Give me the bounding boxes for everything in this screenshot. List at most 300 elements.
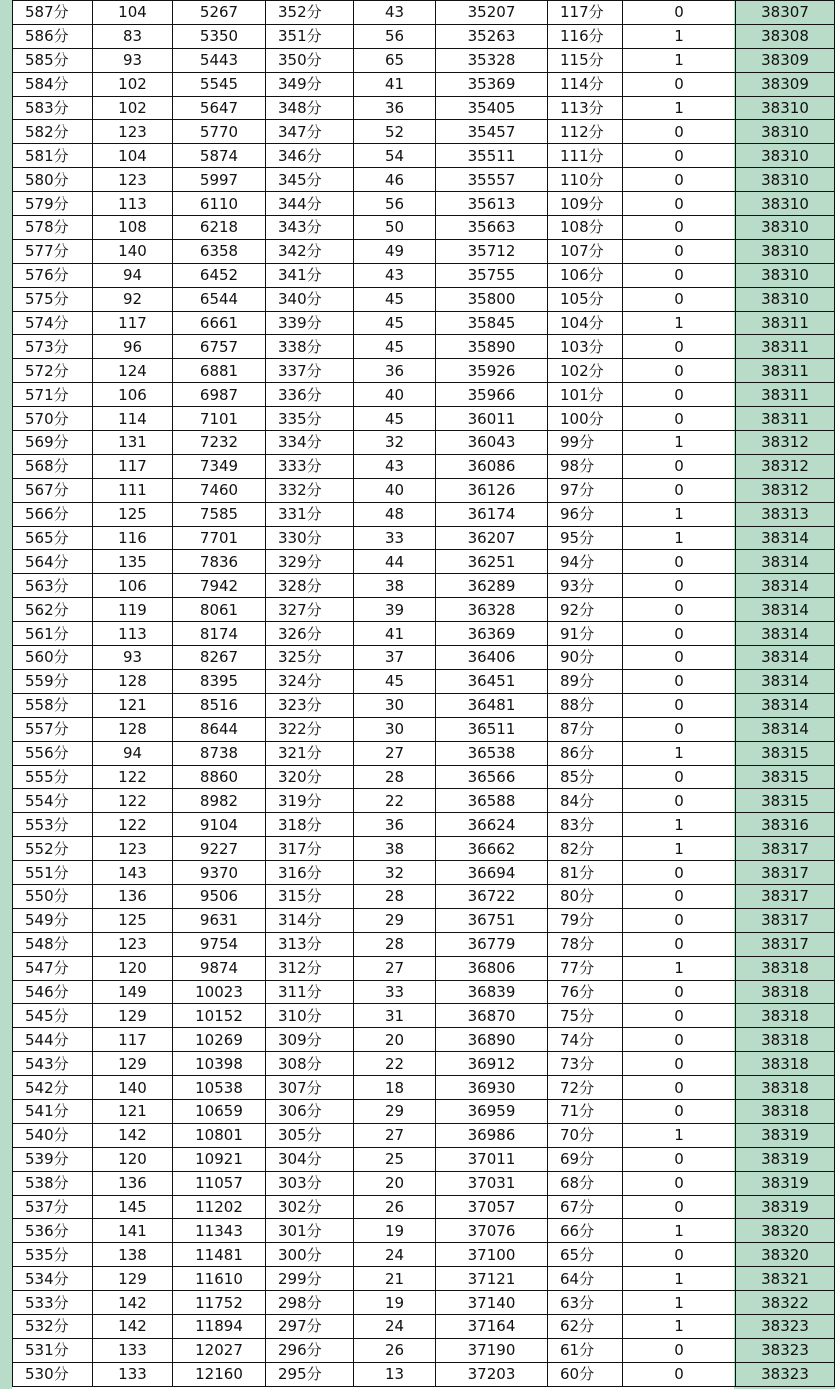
table-cell: 543分 — [13, 1052, 93, 1076]
table-cell: 296分 — [266, 1338, 354, 1362]
table-cell: 7836 — [173, 550, 266, 574]
table-cell: 56 — [354, 24, 436, 48]
table-cell: 38314 — [736, 574, 835, 598]
table-cell: 36806 — [436, 956, 548, 980]
table-row — [13, 1291, 835, 1315]
table-cell: 38315 — [736, 765, 835, 789]
table-cell: 93分 — [548, 574, 623, 598]
table-cell: 298分 — [266, 1291, 354, 1315]
table-cell: 8267 — [173, 646, 266, 670]
table-cell: 1 — [623, 502, 736, 526]
table-cell: 32 — [354, 861, 436, 885]
table-cell: 65分 — [548, 1243, 623, 1267]
table-cell: 37057 — [436, 1195, 548, 1219]
table-cell: 581分 — [13, 144, 93, 168]
table-cell: 302分 — [266, 1195, 354, 1219]
table-cell: 0 — [623, 765, 736, 789]
table-cell: 338分 — [266, 335, 354, 359]
table-cell: 43 — [354, 454, 436, 478]
table-cell: 103分 — [548, 335, 623, 359]
table-cell: 39 — [354, 598, 436, 622]
table-cell: 67分 — [548, 1195, 623, 1219]
table-cell: 38319 — [736, 1147, 835, 1171]
table-cell: 8860 — [173, 765, 266, 789]
table-cell: 1 — [623, 1123, 736, 1147]
table-cell: 11343 — [173, 1219, 266, 1243]
table-cell: 584分 — [13, 72, 93, 96]
table-row — [13, 789, 835, 813]
table-cell: 145 — [93, 1195, 173, 1219]
table-cell: 11610 — [173, 1267, 266, 1291]
table-cell: 11202 — [173, 1195, 266, 1219]
table-row — [13, 48, 835, 72]
table-cell: 61分 — [548, 1338, 623, 1362]
table-cell: 38310 — [736, 263, 835, 287]
table-row — [13, 502, 835, 526]
table-cell: 349分 — [266, 72, 354, 96]
table-cell: 325分 — [266, 646, 354, 670]
table-cell: 542分 — [13, 1076, 93, 1100]
table-cell: 0 — [623, 574, 736, 598]
table-cell: 45 — [354, 311, 436, 335]
table-cell: 36511 — [436, 717, 548, 741]
table-cell: 0 — [623, 1052, 736, 1076]
table-cell: 0 — [623, 168, 736, 192]
table-row — [13, 311, 835, 335]
table-cell: 10152 — [173, 1004, 266, 1028]
table-cell: 0 — [623, 335, 736, 359]
table-cell: 342分 — [266, 239, 354, 263]
table-cell: 36043 — [436, 431, 548, 455]
table-cell: 1 — [623, 1267, 736, 1291]
table-row — [13, 335, 835, 359]
table-cell: 128 — [93, 669, 173, 693]
table-cell: 7460 — [173, 478, 266, 502]
table-cell: 27 — [354, 741, 436, 765]
table-cell: 36207 — [436, 526, 548, 550]
table-cell: 10921 — [173, 1147, 266, 1171]
table-cell: 133 — [93, 1338, 173, 1362]
table-cell: 0 — [623, 1028, 736, 1052]
table-cell: 28 — [354, 765, 436, 789]
table-cell: 83分 — [548, 813, 623, 837]
table-cell: 38 — [354, 837, 436, 861]
table-cell: 43 — [354, 263, 436, 287]
table-cell: 36662 — [436, 837, 548, 861]
table-cell: 7942 — [173, 574, 266, 598]
table-cell: 102分 — [548, 359, 623, 383]
table-cell: 37164 — [436, 1314, 548, 1338]
table-cell: 28 — [354, 884, 436, 908]
table-cell: 38314 — [736, 669, 835, 693]
table-cell: 32 — [354, 431, 436, 455]
table-row — [13, 622, 835, 646]
table-cell: 37203 — [436, 1362, 548, 1386]
table-cell: 0 — [623, 1, 736, 25]
table-cell: 560分 — [13, 646, 93, 670]
table-cell: 129 — [93, 1004, 173, 1028]
table-cell: 0 — [623, 263, 736, 287]
table-cell: 13 — [354, 1362, 436, 1386]
table-cell: 43 — [354, 1, 436, 25]
table-cell: 40 — [354, 478, 436, 502]
table-cell: 38310 — [736, 192, 835, 216]
table-row — [13, 908, 835, 932]
table-cell: 45 — [354, 669, 436, 693]
table-cell: 546分 — [13, 980, 93, 1004]
table-cell: 308分 — [266, 1052, 354, 1076]
table-cell: 149 — [93, 980, 173, 1004]
table-row — [13, 216, 835, 240]
table-cell: 339分 — [266, 311, 354, 335]
table-cell: 1 — [623, 1291, 736, 1315]
table-cell: 36251 — [436, 550, 548, 574]
table-cell: 131 — [93, 431, 173, 455]
table-cell: 31 — [354, 1004, 436, 1028]
table-cell: 38310 — [736, 144, 835, 168]
table-cell: 576分 — [13, 263, 93, 287]
table-cell: 20 — [354, 1171, 436, 1195]
table-cell: 35511 — [436, 144, 548, 168]
table-cell: 83 — [93, 24, 173, 48]
table-row — [13, 1195, 835, 1219]
table-cell: 100分 — [548, 407, 623, 431]
table-row — [13, 1267, 835, 1291]
table-cell: 313分 — [266, 932, 354, 956]
table-cell: 37011 — [436, 1147, 548, 1171]
table-cell: 122 — [93, 765, 173, 789]
table-cell: 8061 — [173, 598, 266, 622]
table-cell: 585分 — [13, 48, 93, 72]
table-cell: 81分 — [548, 861, 623, 885]
table-row — [13, 1362, 835, 1386]
table-cell: 9104 — [173, 813, 266, 837]
table-cell: 36779 — [436, 932, 548, 956]
table-cell: 0 — [623, 598, 736, 622]
table-cell: 5350 — [173, 24, 266, 48]
table-cell: 38323 — [736, 1338, 835, 1362]
table-cell: 305分 — [266, 1123, 354, 1147]
table-row — [13, 168, 835, 192]
table-cell: 333分 — [266, 454, 354, 478]
table-cell: 24 — [354, 1243, 436, 1267]
table-cell: 571分 — [13, 383, 93, 407]
table-cell: 38310 — [736, 216, 835, 240]
table-cell: 547分 — [13, 956, 93, 980]
table-cell: 36011 — [436, 407, 548, 431]
table-cell: 0 — [623, 144, 736, 168]
table-cell: 35369 — [436, 72, 548, 96]
table-cell: 0 — [623, 1338, 736, 1362]
table-cell: 0 — [623, 1171, 736, 1195]
table-cell: 113分 — [548, 96, 623, 120]
table-cell: 38311 — [736, 407, 835, 431]
table-cell: 38316 — [736, 813, 835, 837]
table-cell: 37190 — [436, 1338, 548, 1362]
table-cell: 114 — [93, 407, 173, 431]
table-cell: 45 — [354, 335, 436, 359]
table-cell: 35712 — [436, 239, 548, 263]
table-cell: 41 — [354, 72, 436, 96]
table-row — [13, 717, 835, 741]
table-row — [13, 1052, 835, 1076]
table-cell: 1 — [623, 956, 736, 980]
table-cell: 38314 — [736, 622, 835, 646]
table-cell: 38317 — [736, 884, 835, 908]
table-cell: 553分 — [13, 813, 93, 837]
table-cell: 37031 — [436, 1171, 548, 1195]
table-cell: 113 — [93, 622, 173, 646]
table-cell: 116分 — [548, 24, 623, 48]
table-cell: 310分 — [266, 1004, 354, 1028]
table-cell: 92 — [93, 287, 173, 311]
table-cell: 534分 — [13, 1267, 93, 1291]
table-cell: 97分 — [548, 478, 623, 502]
table-cell: 6544 — [173, 287, 266, 311]
table-cell: 38315 — [736, 789, 835, 813]
table-row — [13, 263, 835, 287]
score-distribution-table — [12, 0, 835, 1387]
table-cell: 7585 — [173, 502, 266, 526]
table-cell: 116 — [93, 526, 173, 550]
table-cell: 0 — [623, 120, 736, 144]
table-row — [13, 1076, 835, 1100]
table-cell: 108分 — [548, 216, 623, 240]
table-cell: 5267 — [173, 1, 266, 25]
table-cell: 36538 — [436, 741, 548, 765]
table-cell: 38317 — [736, 837, 835, 861]
table-row — [13, 598, 835, 622]
table-cell: 38311 — [736, 311, 835, 335]
table-cell: 117 — [93, 454, 173, 478]
table-cell: 85分 — [548, 765, 623, 789]
table-cell: 95分 — [548, 526, 623, 550]
table-cell: 7349 — [173, 454, 266, 478]
table-cell: 38307 — [736, 1, 835, 25]
table-cell: 37140 — [436, 1291, 548, 1315]
table-cell: 19 — [354, 1291, 436, 1315]
table-cell: 318分 — [266, 813, 354, 837]
table-cell: 38314 — [736, 526, 835, 550]
score-table-sheet — [12, 0, 809, 1389]
table-cell: 26 — [354, 1195, 436, 1219]
table-cell: 575分 — [13, 287, 93, 311]
table-cell: 7232 — [173, 431, 266, 455]
table-cell: 45 — [354, 407, 436, 431]
table-row — [13, 1243, 835, 1267]
table-cell: 36406 — [436, 646, 548, 670]
table-row — [13, 1004, 835, 1028]
table-cell: 0 — [623, 789, 736, 813]
table-cell: 11752 — [173, 1291, 266, 1315]
table-cell: 530分 — [13, 1362, 93, 1386]
table-row — [13, 454, 835, 478]
table-cell: 567分 — [13, 478, 93, 502]
table-cell: 38314 — [736, 550, 835, 574]
table-cell: 38311 — [736, 359, 835, 383]
table-cell: 312分 — [266, 956, 354, 980]
table-cell: 66分 — [548, 1219, 623, 1243]
table-row — [13, 1028, 835, 1052]
table-cell: 38315 — [736, 741, 835, 765]
table-row — [13, 1314, 835, 1338]
table-cell: 133 — [93, 1362, 173, 1386]
table-cell: 6661 — [173, 311, 266, 335]
table-cell: 96分 — [548, 502, 623, 526]
table-cell: 1 — [623, 311, 736, 335]
table-cell: 0 — [623, 980, 736, 1004]
table-cell: 574分 — [13, 311, 93, 335]
table-row — [13, 192, 835, 216]
table-cell: 0 — [623, 1243, 736, 1267]
table-cell: 76分 — [548, 980, 623, 1004]
table-cell: 0 — [623, 407, 736, 431]
table-cell: 98分 — [548, 454, 623, 478]
table-cell: 550分 — [13, 884, 93, 908]
table-cell: 8982 — [173, 789, 266, 813]
table-row — [13, 72, 835, 96]
table-row — [13, 646, 835, 670]
table-cell: 10398 — [173, 1052, 266, 1076]
table-cell: 36986 — [436, 1123, 548, 1147]
table-cell: 341分 — [266, 263, 354, 287]
table-cell: 36959 — [436, 1099, 548, 1123]
table-cell: 36086 — [436, 454, 548, 478]
table-cell: 304分 — [266, 1147, 354, 1171]
table-cell: 91分 — [548, 622, 623, 646]
table-cell: 0 — [623, 1147, 736, 1171]
table-cell: 123 — [93, 168, 173, 192]
table-cell: 41 — [354, 622, 436, 646]
table-cell: 569分 — [13, 431, 93, 455]
table-row — [13, 24, 835, 48]
table-cell: 92分 — [548, 598, 623, 622]
table-cell: 35966 — [436, 383, 548, 407]
table-cell: 0 — [623, 646, 736, 670]
table-cell: 6757 — [173, 335, 266, 359]
table-cell: 125 — [93, 502, 173, 526]
table-cell: 26 — [354, 1338, 436, 1362]
table-cell: 38318 — [736, 980, 835, 1004]
table-cell: 5647 — [173, 96, 266, 120]
table-cell: 30 — [354, 717, 436, 741]
table-cell: 36126 — [436, 478, 548, 502]
table-cell: 38318 — [736, 1004, 835, 1028]
table-cell: 38313 — [736, 502, 835, 526]
table-cell: 27 — [354, 956, 436, 980]
table-cell: 38321 — [736, 1267, 835, 1291]
table-cell: 10538 — [173, 1076, 266, 1100]
table-cell: 143 — [93, 861, 173, 885]
table-cell: 578分 — [13, 216, 93, 240]
table-cell: 0 — [623, 908, 736, 932]
table-row — [13, 96, 835, 120]
table-cell: 352分 — [266, 1, 354, 25]
table-cell: 140 — [93, 1076, 173, 1100]
table-cell: 8174 — [173, 622, 266, 646]
table-cell: 316分 — [266, 861, 354, 885]
table-cell: 38318 — [736, 1099, 835, 1123]
table-cell: 38317 — [736, 932, 835, 956]
table-cell: 6358 — [173, 239, 266, 263]
table-cell: 106 — [93, 574, 173, 598]
table-cell: 583分 — [13, 96, 93, 120]
table-cell: 562分 — [13, 598, 93, 622]
table-cell: 120 — [93, 956, 173, 980]
table-cell: 38310 — [736, 287, 835, 311]
table-cell: 334分 — [266, 431, 354, 455]
table-cell: 38319 — [736, 1171, 835, 1195]
table-cell: 123 — [93, 932, 173, 956]
table-cell: 558分 — [13, 693, 93, 717]
table-cell: 50 — [354, 216, 436, 240]
table-cell: 38317 — [736, 861, 835, 885]
table-cell: 9227 — [173, 837, 266, 861]
table-cell: 104 — [93, 144, 173, 168]
table-row — [13, 526, 835, 550]
table-cell: 8738 — [173, 741, 266, 765]
table-cell: 537分 — [13, 1195, 93, 1219]
table-cell: 35207 — [436, 1, 548, 25]
table-cell: 111 — [93, 478, 173, 502]
table-cell: 350分 — [266, 48, 354, 72]
table-cell: 75分 — [548, 1004, 623, 1028]
table-cell: 90分 — [548, 646, 623, 670]
table-cell: 96 — [93, 335, 173, 359]
table-cell: 315分 — [266, 884, 354, 908]
table-cell: 0 — [623, 359, 736, 383]
table-cell: 0 — [623, 669, 736, 693]
table-cell: 555分 — [13, 765, 93, 789]
table-cell: 36722 — [436, 884, 548, 908]
table-cell: 93 — [93, 646, 173, 670]
table-row — [13, 383, 835, 407]
table-cell: 579分 — [13, 192, 93, 216]
table-cell: 35263 — [436, 24, 548, 48]
table-cell: 566分 — [13, 502, 93, 526]
table-cell: 11481 — [173, 1243, 266, 1267]
table-cell: 69分 — [548, 1147, 623, 1171]
table-cell: 0 — [623, 1004, 736, 1028]
table-cell: 30 — [354, 693, 436, 717]
table-cell: 123 — [93, 120, 173, 144]
table-cell: 122 — [93, 813, 173, 837]
table-cell: 563分 — [13, 574, 93, 598]
table-cell: 309分 — [266, 1028, 354, 1052]
table-cell: 0 — [623, 216, 736, 240]
table-cell: 35328 — [436, 48, 548, 72]
table-cell: 5874 — [173, 144, 266, 168]
table-cell: 77分 — [548, 956, 623, 980]
table-row — [13, 813, 835, 837]
table-cell: 311分 — [266, 980, 354, 1004]
table-cell: 36624 — [436, 813, 548, 837]
table-cell: 35800 — [436, 287, 548, 311]
table-cell: 6452 — [173, 263, 266, 287]
table-cell: 7101 — [173, 407, 266, 431]
table-cell: 62分 — [548, 1314, 623, 1338]
table-cell: 35663 — [436, 216, 548, 240]
table-cell: 123 — [93, 837, 173, 861]
table-cell: 0 — [623, 1076, 736, 1100]
table-cell: 297分 — [266, 1314, 354, 1338]
table-row — [13, 1338, 835, 1362]
table-cell: 0 — [623, 932, 736, 956]
table-cell: 536分 — [13, 1219, 93, 1243]
table-cell: 322分 — [266, 717, 354, 741]
table-cell: 78分 — [548, 932, 623, 956]
table-cell: 572分 — [13, 359, 93, 383]
